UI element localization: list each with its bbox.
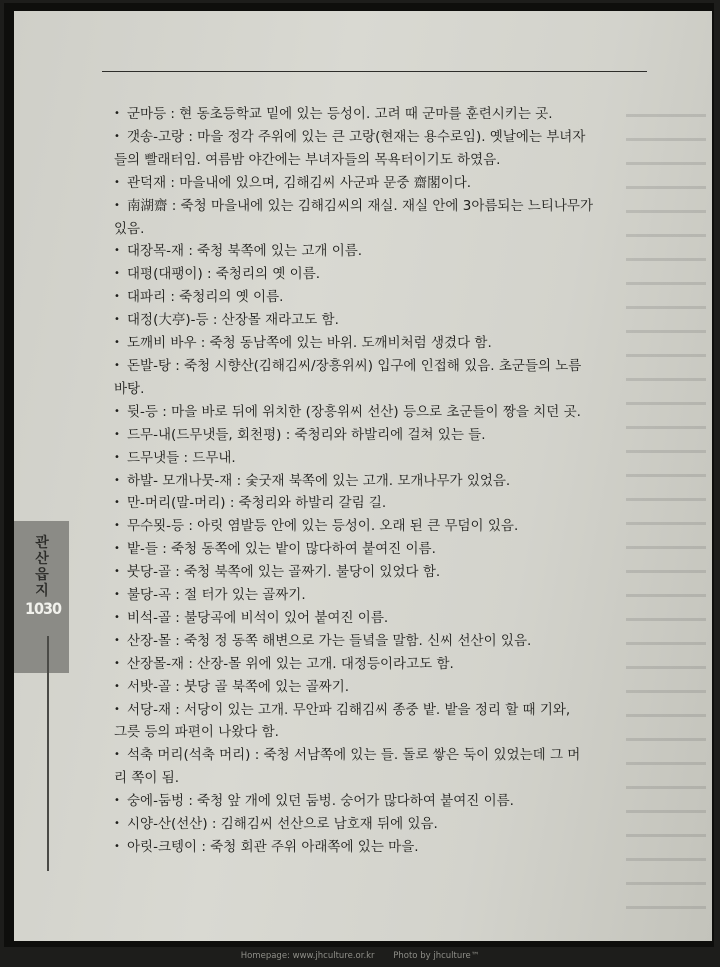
- list-item: [114, 492, 654, 515]
- entry-text: 불당-곡 : 절 터가 있는 골짜기.: [127, 587, 306, 604]
- entry-text: 아릿-크텡이 : 죽청 회관 주위 아래쪽에 있는 마을.: [127, 839, 419, 855]
- entry-text: 대장목-재 : 죽청 북쪽에 있는 고개 이름.: [127, 243, 363, 260]
- list-item: [114, 332, 654, 355]
- entry-text: 군마등 : 현 동초등학교 밑에 있는 등성이. 고려 때 군마를 훈련시키는 곳.: [127, 106, 553, 122]
- entry-text: 하발- 모개나뭇-재 : 숯굿재 북쪽에 있는 고개. 모개나무가 있었음.: [127, 472, 511, 489]
- list-item: [114, 424, 654, 447]
- list-item: [114, 790, 654, 813]
- bullet-icon: •: [114, 566, 120, 578]
- list-item: [114, 836, 654, 859]
- bullet-icon: •: [114, 245, 120, 257]
- entry-text: 붓당-골 : 죽청 북쪽에 있는 골짜기. 불당이 있었다 함.: [127, 564, 441, 581]
- entry-text: 산장-몰 : 죽청 정 동쪽 해변으로 가는 들녘을 말함. 신씨 선산이 있음.: [127, 632, 532, 649]
- list-item: [114, 561, 654, 584]
- list-item: [114, 126, 654, 172]
- entry-text: 뒷-등 : 마을 바로 뒤에 위치한 (장흥위씨 선산) 등으로 초군들이 짱을 치던 곳.: [127, 403, 581, 420]
- list-item: [114, 470, 654, 493]
- entry-text: 산장몰-재 : 산장-몰 위에 있는 고개. 대정등이라고도 함.: [127, 655, 454, 672]
- bullet-icon: •: [114, 818, 120, 830]
- bullet-icon: •: [114, 405, 120, 417]
- side-tab-title-char: 산: [35, 551, 49, 567]
- list-item: [114, 699, 654, 745]
- entry-continuation: 리 쪽이 됨.: [114, 770, 180, 787]
- bullet-icon: •: [114, 703, 120, 715]
- side-tab-title: [31, 535, 53, 599]
- list-item: [114, 355, 654, 401]
- entry-continuation: 바탕.: [114, 380, 145, 397]
- bullet-icon: •: [114, 841, 120, 852]
- footer-homepage: Homepage: www.jhculture.or.kr: [240, 951, 375, 961]
- footer-photo-credit: Photo by jhculture™: [393, 951, 480, 961]
- list-item: [114, 653, 654, 676]
- entry-continuation: 있음.: [114, 220, 145, 237]
- header-rule: [102, 71, 647, 72]
- side-tab-title-char: 지: [35, 583, 49, 599]
- list-item: [114, 676, 654, 699]
- list-item: [114, 103, 654, 126]
- entry-text: 비석-골 : 불당곡에 비석이 있어 붙여진 이름.: [127, 609, 389, 626]
- bullet-icon: •: [114, 680, 120, 692]
- entry-continuation: 들의 빨래터임. 여름밤 야간에는 부녀자들의 목욕터이기도 하였음.: [114, 151, 501, 168]
- list-item: [114, 401, 654, 424]
- list-item: [114, 309, 654, 332]
- entry-text: 서당-재 : 서당이 있는 고개. 무안파 김해김씨 종중 밭. 밭을 정리 할 때 기와,: [127, 701, 571, 718]
- list-item: [114, 172, 654, 195]
- list-item: [114, 240, 654, 263]
- entry-text: 대파리 : 죽청리의 옛 이름.: [127, 289, 284, 306]
- bullet-icon: •: [114, 108, 120, 119]
- bullet-icon: •: [114, 359, 120, 371]
- list-item: [114, 447, 654, 470]
- entry-text: 도깨비 바우 : 죽청 동남쪽에 있는 바위. 도깨비처럼 생겼다 함.: [127, 335, 492, 352]
- bullet-icon: •: [114, 268, 120, 280]
- bullet-icon: •: [114, 199, 120, 211]
- bullet-icon: •: [114, 611, 120, 623]
- list-item: [114, 630, 654, 653]
- entry-text: 대정(大亭)-등 : 산장몰 재라고도 함.: [127, 312, 339, 329]
- bullet-icon: •: [114, 749, 120, 761]
- list-item: [114, 744, 654, 790]
- bullet-icon: •: [114, 291, 120, 303]
- page-number: 1030: [24, 599, 62, 618]
- entry-text: 석축 머리(석축 머리) : 죽청 서남쪽에 있는 들. 돌로 쌓은 둑이 있었는데 그 머: [127, 747, 581, 764]
- bullet-icon: •: [114, 176, 120, 188]
- list-item: [114, 195, 654, 241]
- list-item: [114, 515, 654, 538]
- entry-text: 南湖齋 : 죽청 마을내에 있는 김해김씨의 재실. 재실 안에 3아름되는 느티나무가: [127, 197, 593, 214]
- bullet-icon: •: [114, 337, 120, 349]
- list-item: [114, 538, 654, 561]
- book-page: [14, 11, 712, 941]
- entry-text: 시양-산(선산) : 김해김씨 선산으로 남호재 뒤에 있음.: [127, 816, 438, 833]
- entry-text: 만-머리(말-머리) : 죽청리와 하발리 갈림 길.: [127, 495, 387, 512]
- list-item: [114, 813, 654, 836]
- list-item: [114, 607, 654, 630]
- bullet-icon: •: [114, 314, 120, 326]
- entry-text: 숭에-둠벙 : 죽청 앞 개에 있던 둠벙. 숭어가 많다하여 붙여진 이름.: [127, 793, 514, 810]
- entry-continuation: 그릇 등의 파편이 나왔다 함.: [114, 724, 279, 741]
- entry-text: 밭-들 : 죽청 동쪽에 있는 밭이 많다하여 붙여진 이름.: [127, 541, 436, 558]
- entry-text: 드무냇들 : 드무내.: [127, 449, 236, 466]
- bullet-icon: •: [114, 130, 120, 142]
- list-item: [114, 584, 654, 607]
- bullet-icon: •: [114, 543, 120, 555]
- photo-frame: [4, 3, 714, 947]
- bullet-icon: •: [114, 428, 120, 440]
- entry-text: 서밧-골 : 붓당 골 북쪽에 있는 골짜기.: [127, 678, 350, 695]
- bullet-icon: •: [114, 657, 120, 669]
- side-tab-line: [47, 636, 49, 871]
- entry-text: 갯송-고랑 : 마을 정각 주위에 있는 큰 고랑(현재는 용수로임). 옛날에는 부녀자: [127, 128, 586, 145]
- footer: [0, 951, 720, 961]
- entry-text: 대평(대팽이) : 죽청리의 옛 이름.: [127, 266, 321, 283]
- side-tab-title-char: 관: [35, 535, 49, 551]
- bullet-icon: •: [114, 795, 120, 807]
- side-tab-title-char: 읍: [35, 567, 49, 583]
- entry-text: 무수묏-등 : 아릿 염발등 안에 있는 등성이. 오래 된 큰 무덤이 있음.: [127, 518, 519, 535]
- place-name-list: [114, 103, 654, 859]
- entry-text: 관덕재 : 마을내에 있으며, 김해김씨 사군파 문중 齋閣이다.: [127, 174, 472, 191]
- list-item: [114, 286, 654, 309]
- bullet-icon: •: [114, 520, 120, 532]
- entry-text: 돈발-탕 : 죽청 시향산(김해김씨/장흥위씨) 입구에 인접해 있음. 초군들의 노름: [127, 357, 582, 374]
- bullet-icon: •: [114, 589, 120, 601]
- entry-text: 드무-내(드무냇들, 회천평) : 죽청리와 하발리에 걸쳐 있는 들.: [127, 426, 486, 443]
- list-item: [114, 263, 654, 286]
- bullet-icon: •: [114, 634, 120, 646]
- bullet-icon: •: [114, 474, 120, 486]
- bullet-icon: •: [114, 451, 120, 463]
- bullet-icon: •: [114, 497, 120, 509]
